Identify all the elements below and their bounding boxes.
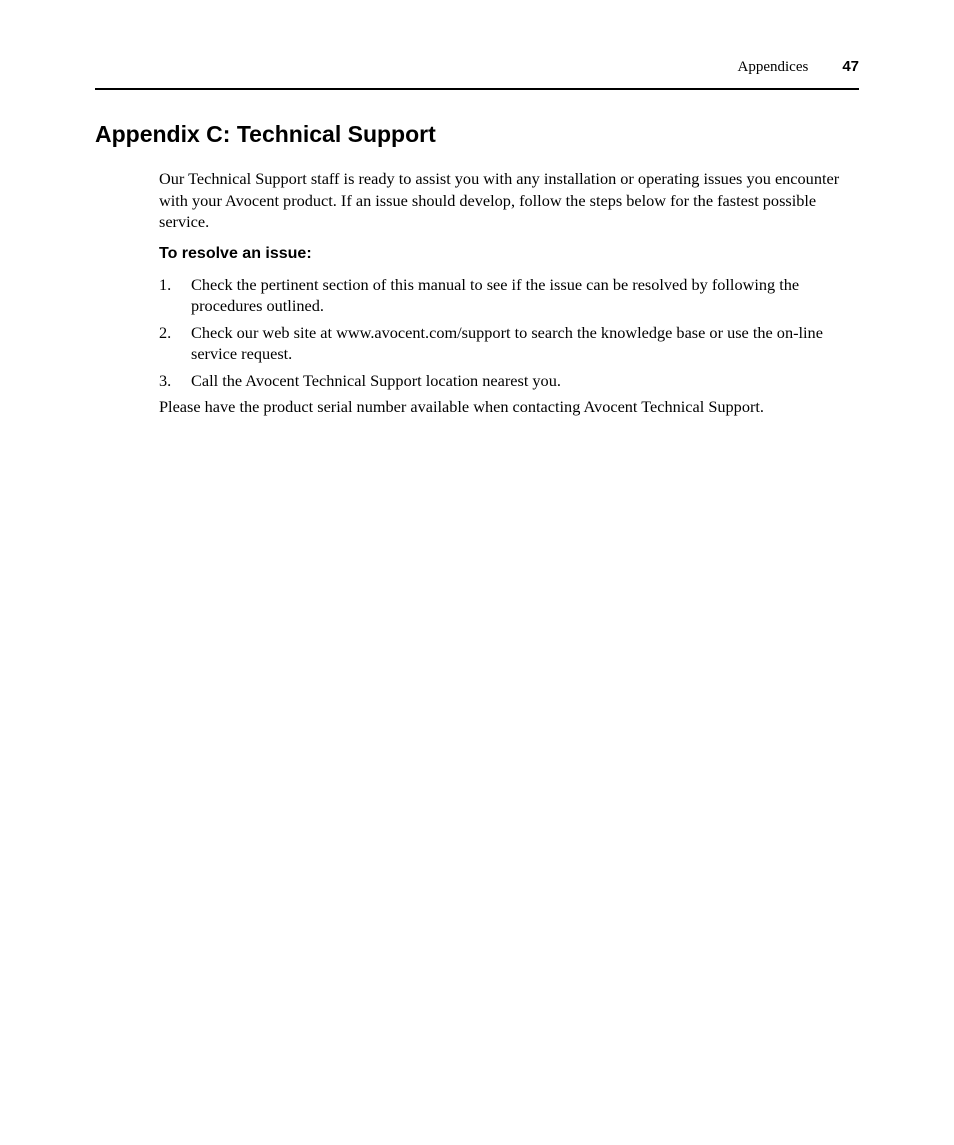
- header-section-name: Appendices: [737, 59, 809, 75]
- step-number: 3.: [159, 370, 172, 390]
- procedure-heading: To resolve an issue:: [159, 244, 312, 262]
- intro-paragraph: Our Technical Support staff is ready to assist you with any installation or operating issues you encounter with your Avocent product. If an issue should develop, follow the steps below for the fastest possible service.: [159, 169, 840, 231]
- step-number: 1.: [159, 274, 172, 294]
- procedure-steps: [159, 274, 859, 392]
- header-rule: [95, 88, 859, 90]
- page-title: Appendix C: Technical Support: [95, 121, 436, 147]
- step-text: Call the Avocent Technical Support location nearest you.: [191, 370, 561, 390]
- body-content: [159, 168, 859, 418]
- step-text: Check the pertinent section of this manual to see if the issue can be resolved by following the procedures outlined.: [191, 274, 800, 315]
- step-item: [159, 274, 859, 317]
- page-number: 47: [842, 58, 859, 75]
- step-item: [159, 370, 859, 392]
- step-text: Check our web site at www.avocent.com/support to search the knowledge base or use the on-line service request.: [191, 322, 823, 363]
- step-number: 2.: [159, 322, 172, 342]
- closing-paragraph: Please have the product serial number available when contacting Avocent Technical Support.: [159, 397, 764, 416]
- running-header: [95, 58, 859, 80]
- step-item: [159, 322, 859, 365]
